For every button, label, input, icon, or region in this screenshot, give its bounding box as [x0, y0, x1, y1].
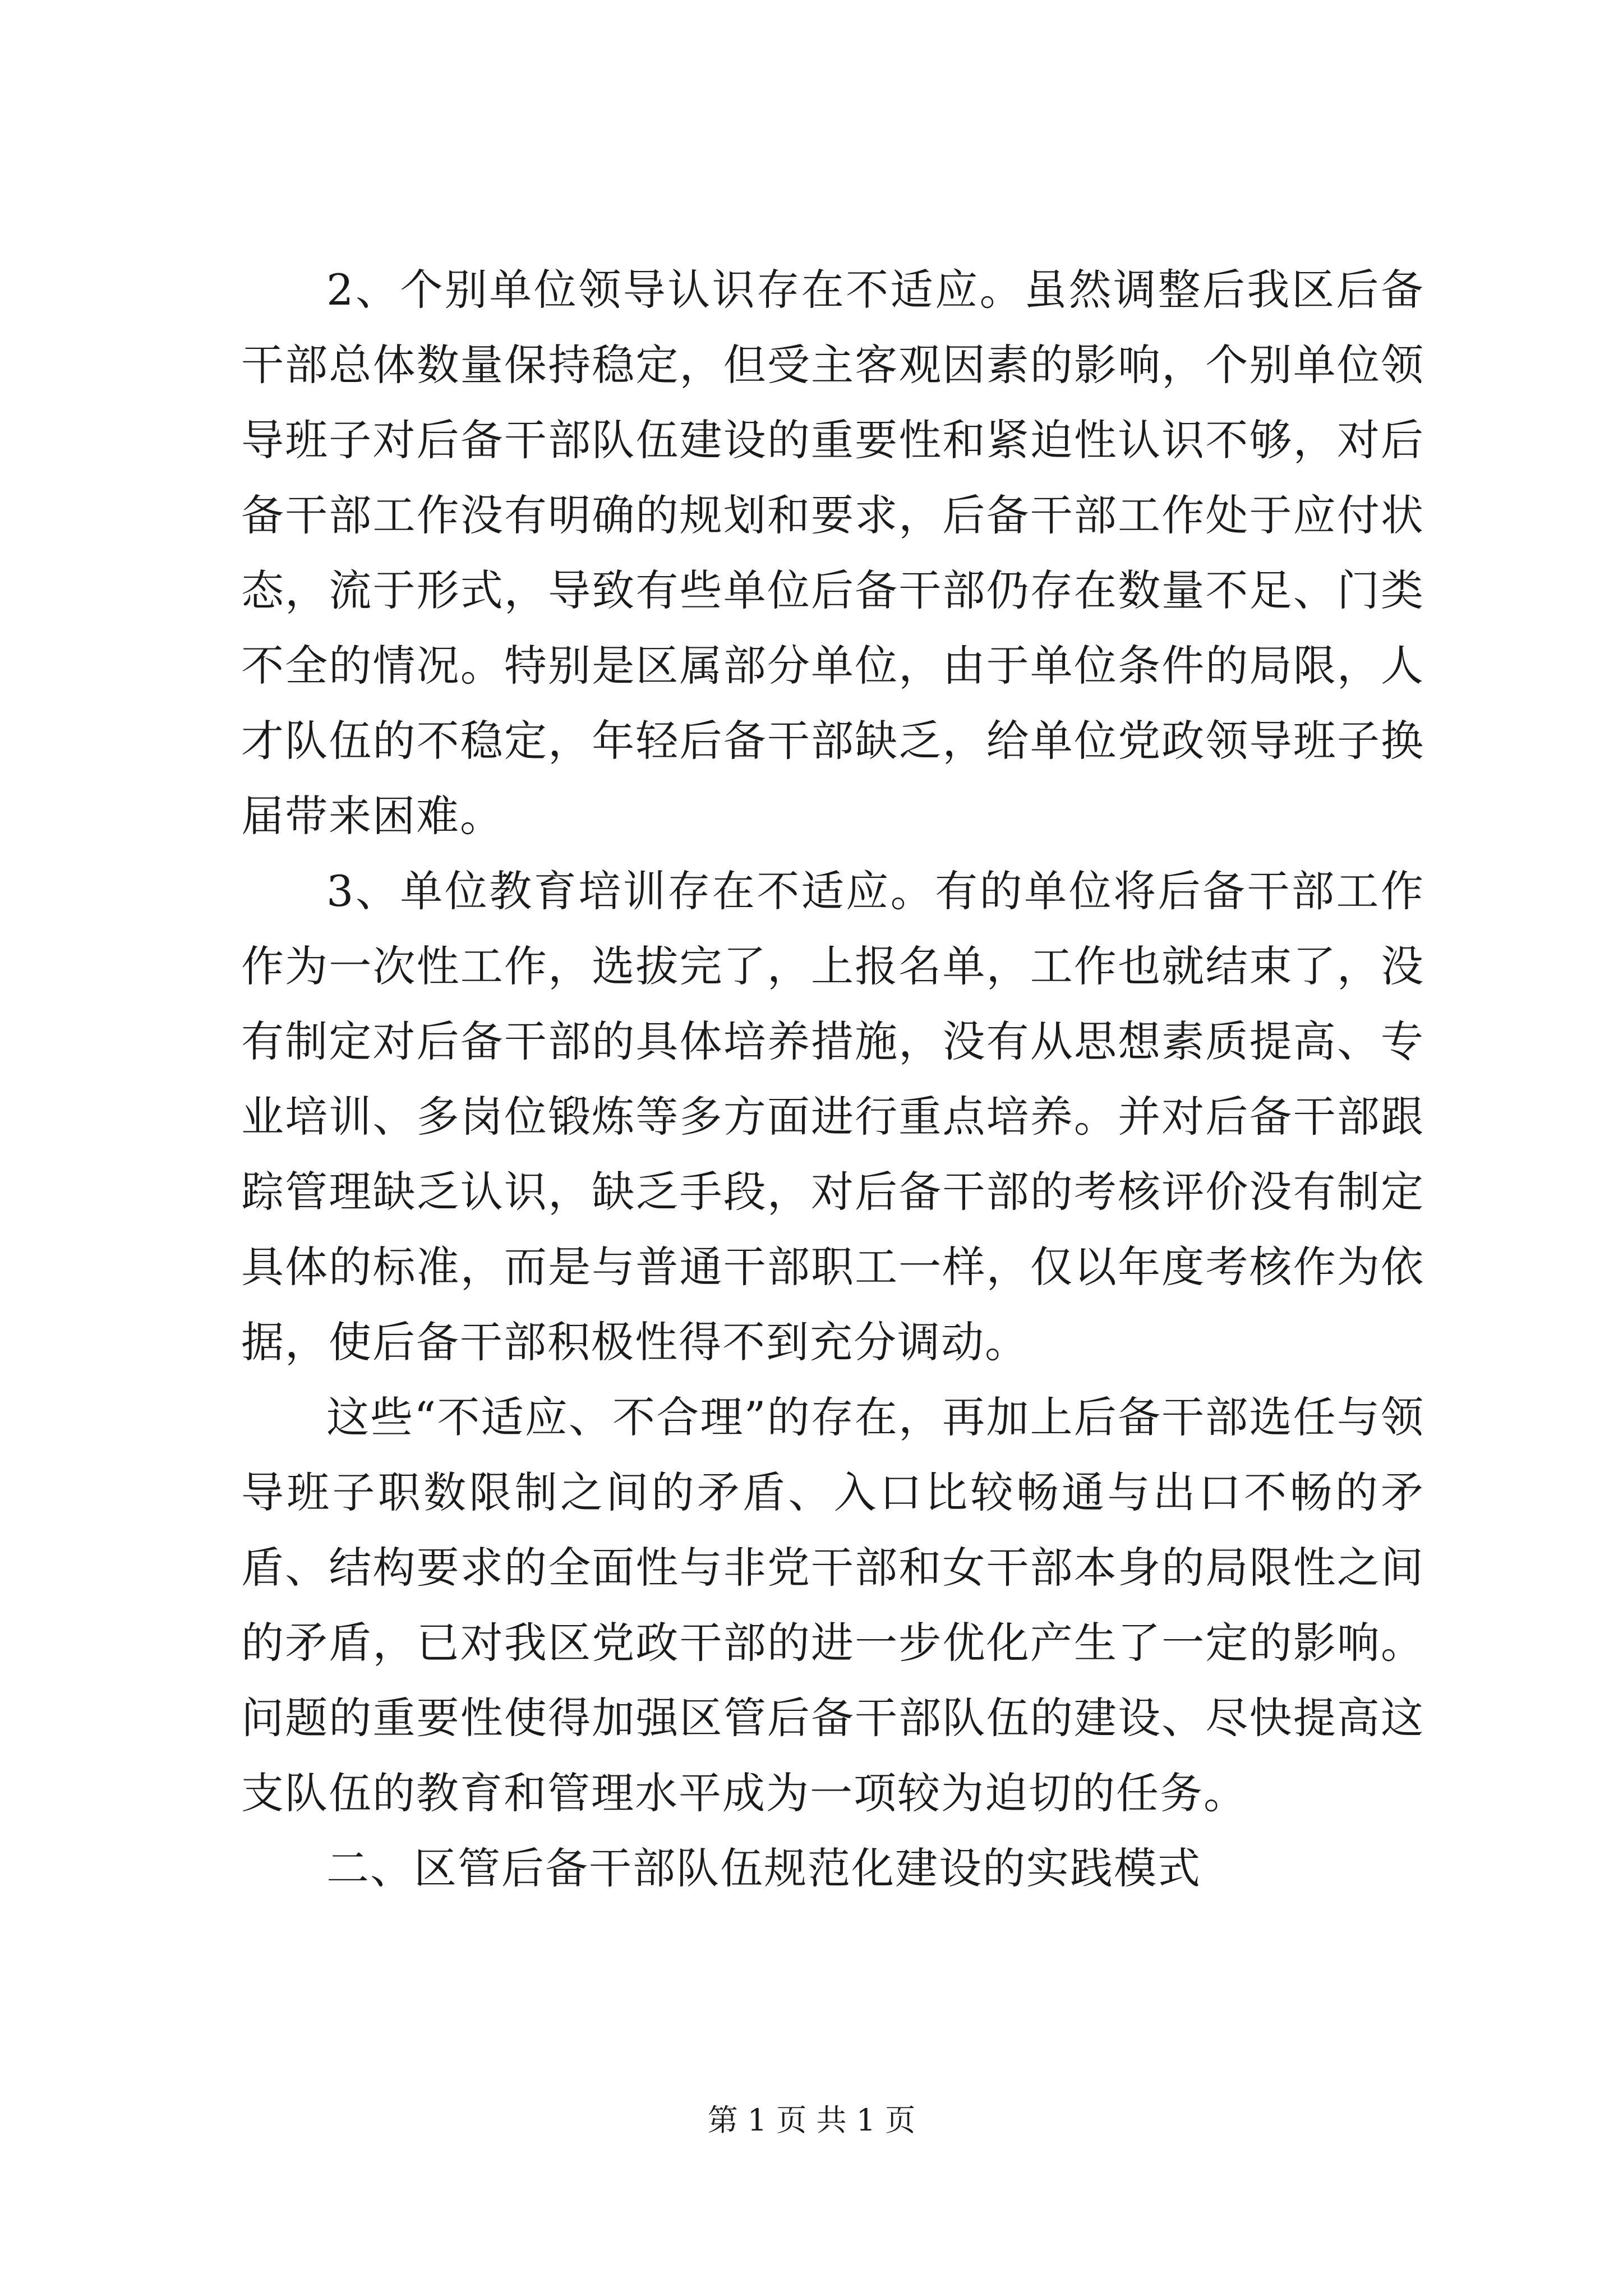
paragraph-education-training: 3、单位教育培训存在不适应。有的单位将后备干部工作作为一次性工作，选拔完了，上报名单，工作也就结束了，没有制定对后备干部的具体培养措施，没有从思想素质提高、专业培训、多岗位锻炼等多方面进行重点培养。并对后备干部跟踪管理缺乏认识，缺乏手段，对后备干部的考核评价没有制定具体的标准，而是与普通干部职工一样，仅以年度考核作为依据，使后备干部积极性得不到充分调动。	[241, 866, 1424, 1367]
page-footer: 第 1 页 共 1 页	[707, 2102, 916, 2138]
document-body	[241, 252, 1424, 1906]
paragraph-contradictions-summary: 这些“不适应、不合理”的存在，再加上后备干部选任与领导班子职数限制之间的矛盾、入口比较畅通与出口不畅的矛盾、结构要求的全面性与非党干部和女干部本身的局限性之间的矛盾，已对我区党政干部的进一步优化产生了一定的影响。问题的重要性使得加强区管后备干部队伍的建设、尽快提高这支队伍的教育和管理水平成为一项较为迫切的任务。	[241, 1392, 1424, 1818]
paragraph-leadership-awareness: 2、个别单位领导认识存在不适应。虽然调整后我区后备干部总体数量保持稳定，但受主客观因素的影响，个别单位领导班子对后备干部队伍建设的重要性和紧迫性认识不够，对后备干部工作没有明确的规划和要求，后备干部工作处于应付状态，流于形式，导致有些单位后备干部仍存在数量不足、门类不全的情况。特别是区属部分单位，由于单位条件的局限，人才队伍的不稳定，年轻后备干部缺乏，给单位党政领导班子换届带来困难。	[241, 265, 1424, 841]
section-heading: 二、区管后备干部队伍规范化建设的实践模式	[326, 1843, 1201, 1893]
